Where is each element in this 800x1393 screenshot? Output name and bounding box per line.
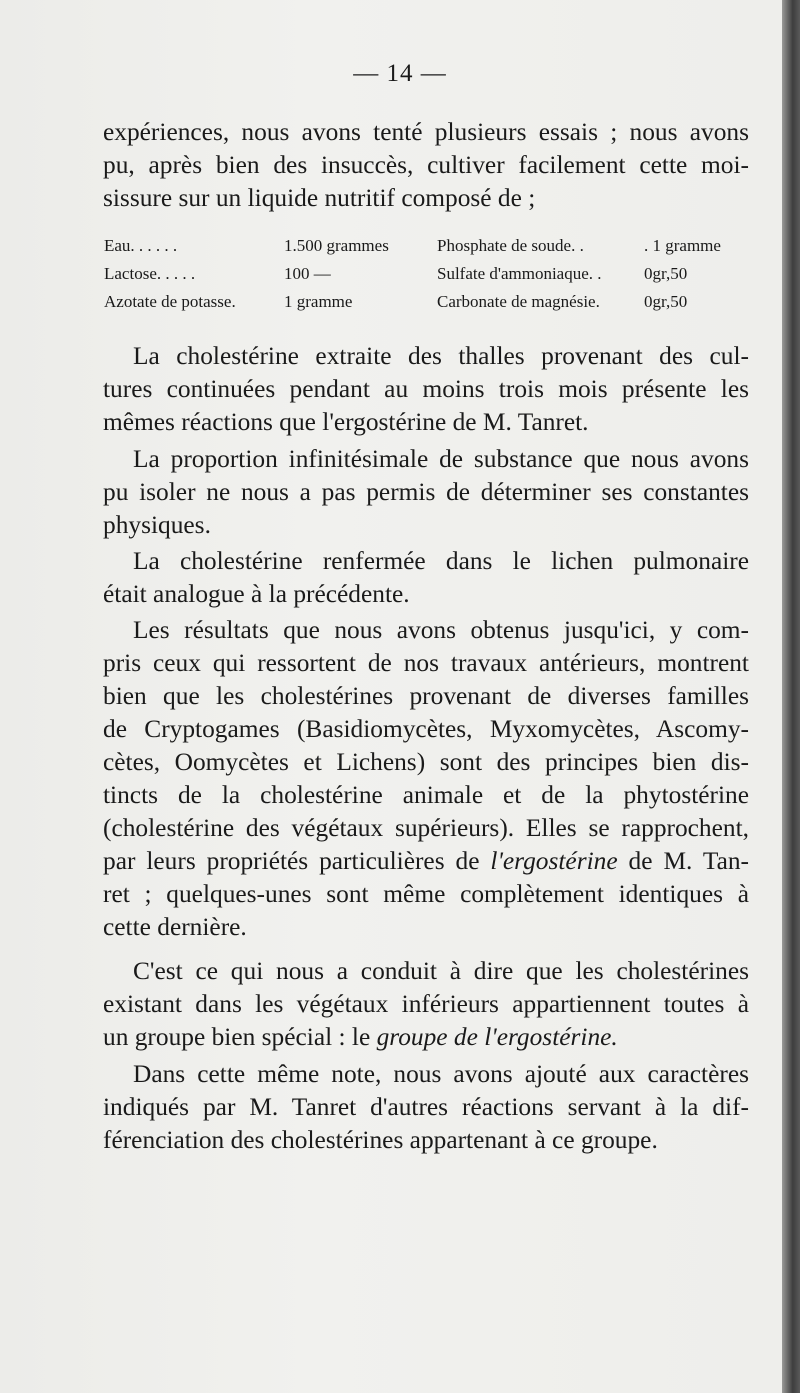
paragraph-6 [103, 955, 749, 1054]
text-line: C'est ce qui nous a conduit à dire que les cholestérines [133, 957, 749, 985]
text-line: cètes, Oomycètes et Lichens) sont des principes bien dis- [103, 748, 749, 776]
text-line: indiqués par M. Tanret d'autres réactions servant à la dif- [103, 1093, 749, 1121]
ingredient-quantity: 1 gramme [284, 292, 353, 311]
text-line: de Cryptogames (Basidiomycètes, Myxomycètes, Ascomy- [103, 715, 749, 743]
page-number: — 14 — [353, 60, 447, 87]
paragraph-7 [103, 1058, 749, 1157]
ingredient-quantity: 0gr,50 [644, 292, 688, 311]
ingredient-name: Phosphate de soude. . [437, 236, 584, 255]
page-edge [782, 0, 800, 1393]
text-line: physiques. [103, 511, 211, 539]
text-line: La cholestérine renfermée dans le lichen pulmonaire [133, 547, 749, 575]
paragraph-4 [103, 545, 749, 611]
ingredient-quantity: . 1 gramme [644, 236, 721, 255]
italic-term: l'ergostérine [490, 847, 618, 875]
paragraph-2 [103, 340, 749, 439]
text-line: pris ceux qui ressortent de nos travaux antérieurs, montrent [103, 649, 749, 677]
table-row [104, 260, 754, 288]
ingredient-name: Lactose. . . . . [104, 264, 196, 283]
ingredients-table [104, 232, 754, 316]
text-line: bien que les cholestérines provenant de diverses familles [103, 682, 749, 710]
paragraph-1 [103, 116, 749, 215]
text-run: un groupe bien spécial : le [103, 1023, 377, 1051]
text-line: tures continuées pendant au moins trois mois présente les [103, 375, 749, 403]
text-line: Dans cette même note, nous avons ajouté aux caractères [133, 1060, 749, 1088]
ingredient-name: Azotate de potasse. [104, 292, 236, 311]
text-line: La proportion infinitésimale de substance que nous avons [133, 445, 749, 473]
text-line: pu, après bien des insuccès, cultiver facilement cette moi- [103, 151, 749, 179]
text-line: était analogue à la précédente. [103, 580, 410, 608]
ingredient-name: Carbonate de magnésie. [437, 292, 600, 311]
text-line [103, 1021, 749, 1054]
text-line: cette dernière. [103, 913, 247, 941]
table-row [104, 232, 754, 260]
text-line: expériences, nous avons tenté plusieurs essais ; nous avons [103, 118, 749, 146]
text-line [103, 845, 749, 878]
text-line: sissure sur un liquide nutritif composé de ; [103, 184, 536, 212]
text-run: de M. Tan- [617, 847, 749, 875]
text-line: Les résultats que nous avons obtenus jusqu'ici, y com- [133, 616, 749, 644]
text-line: La cholestérine extraite des thalles provenant des cul- [133, 342, 749, 370]
text-line: tincts de la cholestérine animale et de la phytostérine [103, 781, 749, 809]
text-line: ret ; quelques-unes sont même complètement identiques à [103, 880, 749, 908]
ingredient-name: Eau. . . . . . [104, 236, 178, 255]
text-line: (cholestérine des végétaux supérieurs). Elles se rapprochent, [103, 814, 749, 842]
paragraph-5 [103, 614, 749, 944]
ingredient-name: Sulfate d'ammoniaque. . [437, 264, 602, 283]
ingredient-quantity: 100 — [284, 264, 331, 283]
text-run: par leurs propriétés particulières de [103, 847, 491, 875]
table-row [104, 288, 754, 316]
ingredient-quantity: 1.500 grammes [284, 236, 389, 255]
text-line: existant dans les végétaux inférieurs appartiennent toutes à [103, 990, 749, 1018]
text-line: mêmes réactions que l'ergostérine de M. Tanret. [103, 408, 589, 436]
italic-term: groupe de l'ergostérine. [376, 1023, 618, 1051]
ingredient-quantity: 0gr,50 [644, 264, 688, 283]
paragraph-3 [103, 443, 749, 542]
text-line: férenciation des cholestérines appartenant à ce groupe. [103, 1126, 658, 1154]
text-line: pu isoler ne nous a pas permis de déterminer ses constantes [103, 478, 749, 506]
